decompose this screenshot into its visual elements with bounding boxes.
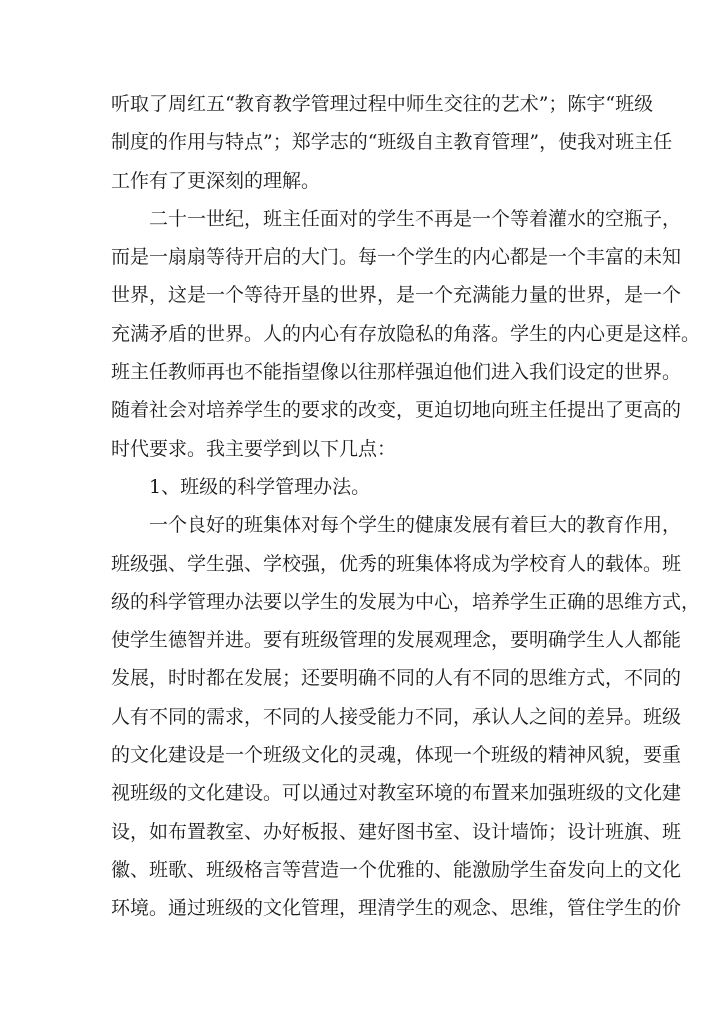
text-line: 视班级的文化建设。可以通过对教室环境的布置来加强班级的文化建 bbox=[111, 782, 682, 805]
text-line: 徽、班歌、班级格言等营造一个优雅的、能激励学生奋发向上的文化 bbox=[111, 858, 682, 881]
text-line: 工作有了更深刻的理解。 bbox=[111, 169, 321, 192]
text-line: 环境。通过班级的文化管理，理清学生的观念、思维，管住学生的价 bbox=[111, 897, 682, 920]
text-line: 制度的作用与特点”；郑学志的“班级自主教育管理”，使我对班主任 bbox=[111, 131, 673, 154]
text-line: 人有不同的需求，不同的人接受能力不同，承认人之间的差异。班级 bbox=[111, 705, 682, 728]
text-line: 1、班级的科学管理办法。 bbox=[149, 475, 371, 498]
text-line: 一个良好的班集体对每个学生的健康发展有着巨大的教育作用， bbox=[149, 514, 682, 537]
document-body bbox=[111, 85, 701, 928]
section-heading-1 bbox=[111, 468, 631, 506]
paragraph-class-management bbox=[111, 506, 701, 927]
text-line: 时代要求。我主要学到以下几点： bbox=[111, 437, 397, 460]
text-line: 二十一世纪，班主任面对的学生不再是一个等着灌水的空瓶子， bbox=[149, 207, 682, 230]
paragraph-21st-century bbox=[111, 200, 701, 468]
text-line: 级的科学管理办法要以学生的发展为中心，培养学生正确的思维方式， bbox=[111, 590, 701, 613]
text-line: 随着社会对培养学生的要求的改变，更迫切地向班主任提出了更高的 bbox=[111, 399, 682, 422]
text-line: 听取了周红五“教育教学管理过程中师生交往的艺术”；陈宇“班级 bbox=[111, 93, 654, 115]
text-line: 而是一扇扇等待开启的大门。每一个学生的内心都是一个丰富的未知 bbox=[111, 246, 682, 269]
text-line: 发展，时时都在发展；还要明确不同的人有不同的思维方式，不同的 bbox=[111, 667, 682, 690]
text-line: 班级强、学生强、学校强，优秀的班集体将成为学校育人的载体。班 bbox=[111, 552, 682, 575]
text-line: 班主任教师再也不能指望像以往那样强迫他们进入我们设定的世界。 bbox=[111, 361, 682, 384]
text-line: 设，如布置教室、办好板报、建好图书室、设计墙饰；设计班旗、班 bbox=[111, 820, 682, 843]
text-line: 充满矛盾的世界。人的内心有存放隐私的角落。学生的内心更是这样。 bbox=[111, 322, 701, 345]
text-line: 的文化建设是一个班级文化的灵魂，体现一个班级的精神风貌，要重 bbox=[111, 744, 682, 767]
paragraph-intro bbox=[111, 85, 673, 200]
text-line: 使学生德智并进。要有班级管理的发展观理念，要明确学生人人都能 bbox=[111, 629, 682, 652]
text-line: 世界，这是一个等待开垦的世界，是一个充满能力量的世界，是一个 bbox=[111, 284, 682, 307]
